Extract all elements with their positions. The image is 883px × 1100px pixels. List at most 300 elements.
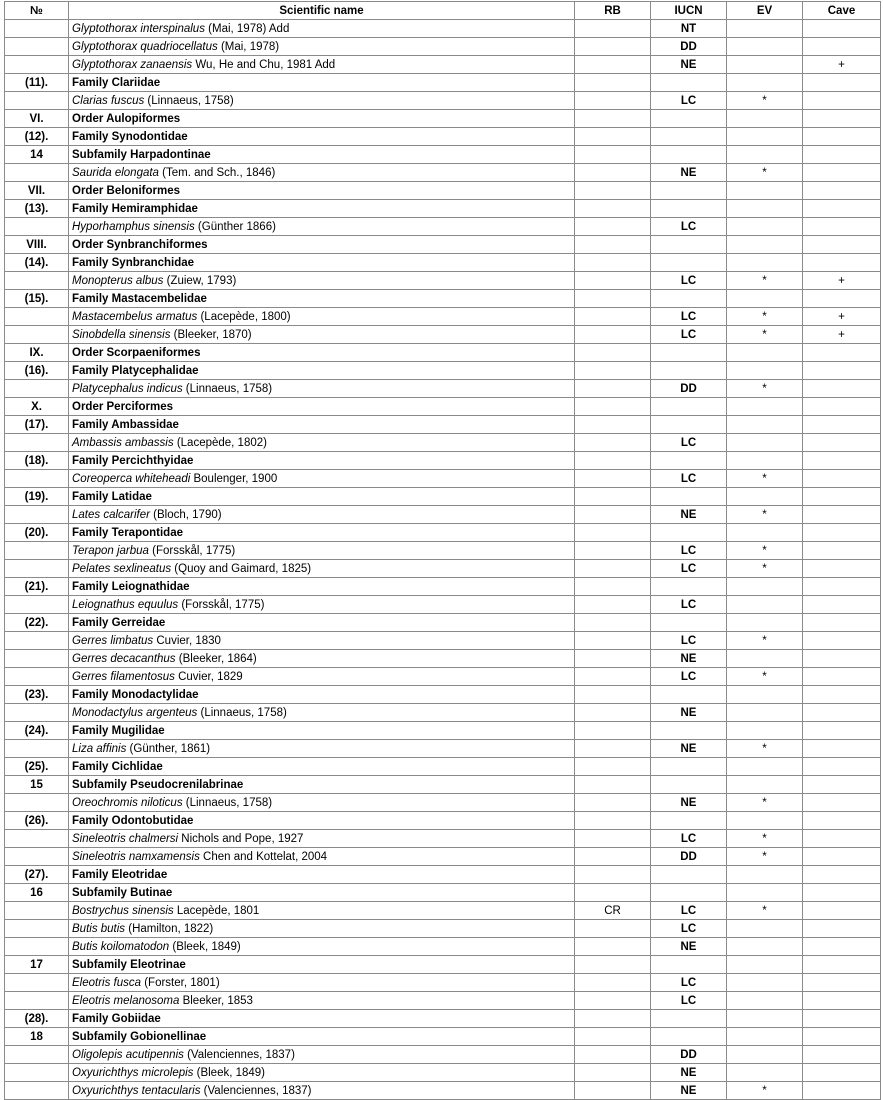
row-number [5, 668, 69, 686]
ev-cell [727, 452, 803, 470]
rb-cell [575, 20, 651, 38]
iucn-cell [651, 200, 727, 218]
cave-cell [803, 920, 881, 938]
species-row [5, 164, 881, 182]
rb-cell [575, 632, 651, 650]
taxon-row [5, 200, 881, 218]
scientific-name [69, 344, 575, 362]
species-author: (Forsskål, 1775) [178, 598, 265, 611]
rb-cell [575, 362, 651, 380]
ev-cell [727, 758, 803, 776]
species-row [5, 596, 881, 614]
scientific-name [69, 254, 575, 272]
row-number [5, 992, 69, 1010]
cave-cell [803, 650, 881, 668]
species-row [5, 848, 881, 866]
cave-cell: + [803, 272, 881, 290]
row-number: (22). [5, 614, 69, 632]
cave-cell [803, 1028, 881, 1046]
taxon-name: Family Gobiidae [72, 1012, 161, 1025]
scientific-name [69, 1010, 575, 1028]
species-author: (Mai, 1978) [217, 40, 280, 53]
species-row [5, 560, 881, 578]
cave-cell [803, 560, 881, 578]
ev-cell [727, 1028, 803, 1046]
rb-cell [575, 686, 651, 704]
iucn-cell: DD [651, 38, 727, 56]
iucn-cell [651, 110, 727, 128]
cave-cell [803, 974, 881, 992]
scientific-name [69, 362, 575, 380]
rb-cell [575, 542, 651, 560]
ev-cell [727, 722, 803, 740]
ev-cell [727, 1046, 803, 1064]
species-author: (Tem. and Sch., 1846) [158, 166, 276, 179]
ev-cell [727, 920, 803, 938]
scientific-name [69, 794, 575, 812]
scientific-name [69, 452, 575, 470]
species-row [5, 308, 881, 326]
iucn-cell: LC [651, 992, 727, 1010]
species-row [5, 704, 881, 722]
iucn-cell: LC [651, 974, 727, 992]
scientific-name [69, 434, 575, 452]
taxon-row [5, 956, 881, 974]
iucn-cell: LC [651, 434, 727, 452]
taxon-row [5, 758, 881, 776]
iucn-cell [651, 236, 727, 254]
table-body [5, 20, 881, 1100]
species-row [5, 20, 881, 38]
species-author: (Lacepède, 1800) [197, 310, 291, 323]
scientific-name [69, 326, 575, 344]
species-author: (Hamilton, 1822) [125, 922, 214, 935]
taxon-row [5, 812, 881, 830]
ev-cell [727, 614, 803, 632]
row-number [5, 596, 69, 614]
iucn-cell [651, 128, 727, 146]
ev-cell [727, 866, 803, 884]
iucn-cell [651, 884, 727, 902]
rb-cell: CR [575, 902, 651, 920]
scientific-name [69, 578, 575, 596]
row-number: IX. [5, 344, 69, 362]
taxon-row [5, 416, 881, 434]
row-number: (19). [5, 488, 69, 506]
ev-cell [727, 956, 803, 974]
cave-cell [803, 290, 881, 308]
rb-cell [575, 1028, 651, 1046]
iucn-cell [651, 614, 727, 632]
rb-cell [575, 920, 651, 938]
taxon-name: Family Cichlidae [72, 760, 163, 773]
species-binomial: Sinobdella sinensis [72, 328, 171, 341]
rb-cell [575, 794, 651, 812]
taxon-row [5, 686, 881, 704]
species-binomial: Leiognathus equulus [72, 598, 179, 611]
species-row [5, 470, 881, 488]
taxon-row [5, 146, 881, 164]
species-row [5, 632, 881, 650]
iucn-cell: DD [651, 1046, 727, 1064]
scientific-name [69, 506, 575, 524]
species-row [5, 92, 881, 110]
header-row [5, 2, 881, 20]
cave-cell [803, 830, 881, 848]
rb-cell [575, 200, 651, 218]
cave-cell [803, 398, 881, 416]
scientific-name [69, 1064, 575, 1082]
header-iucn: IUCN [651, 2, 727, 20]
row-number [5, 434, 69, 452]
header-cave: Cave [803, 2, 881, 20]
scientific-name [69, 38, 575, 56]
cave-cell [803, 578, 881, 596]
scientific-name [69, 974, 575, 992]
rb-cell [575, 272, 651, 290]
scientific-name [69, 398, 575, 416]
iucn-cell [651, 488, 727, 506]
species-author: Wu, He and Chu, 1981 Add [192, 58, 336, 71]
row-number [5, 1046, 69, 1064]
rb-cell [575, 164, 651, 182]
scientific-name [69, 416, 575, 434]
ev-cell: * [727, 830, 803, 848]
row-number [5, 308, 69, 326]
iucn-cell [651, 254, 727, 272]
taxon-name: Subfamily Eleotrinae [72, 958, 186, 971]
scientific-name [69, 614, 575, 632]
rb-cell [575, 938, 651, 956]
row-number [5, 470, 69, 488]
species-author: (Linnaeus, 1758) [197, 706, 287, 719]
scientific-name [69, 722, 575, 740]
row-number: (28). [5, 1010, 69, 1028]
rb-cell [575, 1064, 651, 1082]
species-author: (Forster, 1801) [141, 976, 220, 989]
species-author: (Bleeker, 1864) [175, 652, 257, 665]
rb-cell [575, 434, 651, 452]
row-number: (16). [5, 362, 69, 380]
species-binomial: Gerres decacanthus [72, 652, 176, 665]
species-author: (Linnaeus, 1758) [182, 382, 273, 395]
iucn-cell [651, 956, 727, 974]
row-number [5, 974, 69, 992]
cave-cell [803, 524, 881, 542]
rb-cell [575, 650, 651, 668]
species-author: Bleeker, 1853 [179, 994, 253, 1007]
iucn-cell: DD [651, 848, 727, 866]
iucn-cell: NE [651, 704, 727, 722]
taxon-row [5, 578, 881, 596]
taxon-name: Family Synodontidae [72, 130, 188, 143]
species-author: (Quoy and Gaimard, 1825) [171, 562, 312, 575]
taxon-name: Family Ambassidae [72, 418, 179, 431]
row-number: (11). [5, 74, 69, 92]
cave-cell [803, 92, 881, 110]
cave-cell [803, 812, 881, 830]
rb-cell [575, 470, 651, 488]
rb-cell [575, 1046, 651, 1064]
iucn-cell [651, 344, 727, 362]
taxon-row [5, 398, 881, 416]
ev-cell: * [727, 848, 803, 866]
cave-cell: + [803, 56, 881, 74]
ev-cell [727, 56, 803, 74]
cave-cell [803, 434, 881, 452]
row-number: VI. [5, 110, 69, 128]
ev-cell [727, 38, 803, 56]
cave-cell [803, 902, 881, 920]
ev-cell [727, 704, 803, 722]
iucn-cell [651, 416, 727, 434]
species-row [5, 218, 881, 236]
species-row [5, 974, 881, 992]
taxon-name: Order Scorpaeniformes [72, 346, 201, 359]
rb-cell [575, 560, 651, 578]
scientific-name [69, 686, 575, 704]
cave-cell [803, 218, 881, 236]
scientific-name [69, 938, 575, 956]
species-binomial: Bostrychus sinensis [72, 904, 174, 917]
cave-cell [803, 1010, 881, 1028]
scientific-name [69, 272, 575, 290]
ev-cell [727, 344, 803, 362]
taxon-name: Family Synbranchidae [72, 256, 195, 269]
iucn-cell: LC [651, 632, 727, 650]
iucn-cell: LC [651, 560, 727, 578]
scientific-name [69, 704, 575, 722]
rb-cell [575, 884, 651, 902]
cave-cell: + [803, 326, 881, 344]
species-author: Cuvier, 1829 [174, 670, 243, 683]
cave-cell [803, 884, 881, 902]
scientific-name [69, 56, 575, 74]
cave-cell: + [803, 308, 881, 326]
ev-cell: * [727, 632, 803, 650]
ev-cell [727, 128, 803, 146]
rb-cell [575, 74, 651, 92]
taxon-name: Subfamily Butinae [72, 886, 173, 899]
row-number: (20). [5, 524, 69, 542]
iucn-cell [651, 146, 727, 164]
taxon-name: Family Eleotridae [72, 868, 168, 881]
scientific-name [69, 218, 575, 236]
scientific-name [69, 992, 575, 1010]
iucn-cell [651, 578, 727, 596]
scientific-name [69, 236, 575, 254]
species-author: Chen and Kottelat, 2004 [199, 850, 328, 863]
species-binomial: Sineleotris namxamensis [72, 850, 200, 863]
rb-cell [575, 326, 651, 344]
rb-cell [575, 344, 651, 362]
species-row [5, 434, 881, 452]
header-scientific-name: Scientific name [69, 2, 575, 20]
cave-cell [803, 1082, 881, 1100]
row-number: (18). [5, 452, 69, 470]
ev-cell: * [727, 560, 803, 578]
species-binomial: Monopterus albus [72, 274, 164, 287]
species-row [5, 992, 881, 1010]
row-number [5, 380, 69, 398]
row-number: (25). [5, 758, 69, 776]
row-number: (14). [5, 254, 69, 272]
species-row [5, 1082, 881, 1100]
rb-cell [575, 1010, 651, 1028]
ev-cell [727, 74, 803, 92]
taxon-row [5, 1028, 881, 1046]
iucn-cell: NE [651, 1064, 727, 1082]
species-binomial: Eleotris fusca [72, 976, 142, 989]
species-author: (Bleek, 1849) [169, 940, 241, 953]
species-binomial: Lates calcarifer [72, 508, 150, 521]
species-row [5, 1046, 881, 1064]
ev-cell: * [727, 92, 803, 110]
row-number: 14 [5, 146, 69, 164]
rb-cell [575, 758, 651, 776]
ev-cell [727, 182, 803, 200]
scientific-name [69, 740, 575, 758]
scientific-name [69, 488, 575, 506]
row-number [5, 218, 69, 236]
rb-cell [575, 722, 651, 740]
iucn-cell: NE [651, 164, 727, 182]
header-number: № [5, 2, 69, 20]
row-number: 17 [5, 956, 69, 974]
ev-cell [727, 110, 803, 128]
rb-cell [575, 452, 651, 470]
row-number [5, 938, 69, 956]
species-row [5, 506, 881, 524]
row-number: (26). [5, 812, 69, 830]
iucn-cell: LC [651, 920, 727, 938]
rb-cell [575, 416, 651, 434]
scientific-name [69, 668, 575, 686]
species-binomial: Saurida elongata [72, 166, 159, 179]
species-author: (Günther, 1861) [126, 742, 211, 755]
ev-cell: * [727, 470, 803, 488]
species-binomial: Gerres limbatus [72, 634, 154, 647]
iucn-cell [651, 722, 727, 740]
cave-cell [803, 740, 881, 758]
species-row [5, 380, 881, 398]
cave-cell [803, 128, 881, 146]
scientific-name [69, 1046, 575, 1064]
species-binomial: Ambassis ambassis [72, 436, 174, 449]
taxon-row [5, 236, 881, 254]
species-row [5, 794, 881, 812]
taxon-row [5, 362, 881, 380]
rb-cell [575, 128, 651, 146]
rb-cell [575, 974, 651, 992]
scientific-name [69, 542, 575, 560]
row-number [5, 632, 69, 650]
row-number: VII. [5, 182, 69, 200]
scientific-name [69, 776, 575, 794]
rb-cell [575, 236, 651, 254]
cave-cell [803, 632, 881, 650]
ev-cell [727, 938, 803, 956]
taxon-name: Order Beloniformes [72, 184, 180, 197]
species-binomial: Oxyurichthys microlepis [72, 1066, 194, 1079]
cave-cell [803, 344, 881, 362]
rb-cell [575, 110, 651, 128]
row-number [5, 794, 69, 812]
iucn-cell [651, 290, 727, 308]
ev-cell [727, 218, 803, 236]
species-row [5, 740, 881, 758]
scientific-name [69, 380, 575, 398]
row-number: (23). [5, 686, 69, 704]
taxon-name: Family Leiognathidae [72, 580, 190, 593]
rb-cell [575, 830, 651, 848]
rb-cell [575, 92, 651, 110]
taxon-row [5, 344, 881, 362]
scientific-name [69, 812, 575, 830]
taxon-name: Family Latidae [72, 490, 152, 503]
row-number [5, 326, 69, 344]
row-number: (21). [5, 578, 69, 596]
iucn-cell: NE [651, 740, 727, 758]
scientific-name [69, 884, 575, 902]
cave-cell [803, 488, 881, 506]
ev-cell [727, 398, 803, 416]
taxon-row [5, 182, 881, 200]
scientific-name [69, 1028, 575, 1046]
header-ev: EV [727, 2, 803, 20]
ev-cell [727, 992, 803, 1010]
rb-cell [575, 182, 651, 200]
iucn-cell: LC [651, 308, 727, 326]
species-binomial: Butis butis [72, 922, 126, 935]
taxon-name: Subfamily Pseudocrenilabrinae [72, 778, 244, 791]
ev-cell [727, 362, 803, 380]
rb-cell [575, 290, 651, 308]
scientific-name [69, 200, 575, 218]
species-binomial: Pelates sexlineatus [72, 562, 172, 575]
row-number [5, 506, 69, 524]
cave-cell [803, 542, 881, 560]
species-binomial: Oreochromis niloticus [72, 796, 183, 809]
cave-cell [803, 362, 881, 380]
iucn-cell: LC [651, 92, 727, 110]
rb-cell [575, 488, 651, 506]
species-author: Boulenger, 1900 [190, 472, 278, 485]
row-number: X. [5, 398, 69, 416]
row-number [5, 542, 69, 560]
iucn-cell: LC [651, 596, 727, 614]
iucn-cell: NE [651, 794, 727, 812]
iucn-cell: LC [651, 902, 727, 920]
taxon-row [5, 128, 881, 146]
scientific-name [69, 560, 575, 578]
cave-cell [803, 110, 881, 128]
cave-cell [803, 794, 881, 812]
species-row [5, 272, 881, 290]
scientific-name [69, 128, 575, 146]
row-number [5, 92, 69, 110]
scientific-name [69, 596, 575, 614]
ev-cell [727, 812, 803, 830]
rb-cell [575, 524, 651, 542]
taxon-name: Family Terapontidae [72, 526, 183, 539]
ev-cell: * [727, 902, 803, 920]
row-number: (27). [5, 866, 69, 884]
row-number [5, 650, 69, 668]
row-number [5, 1064, 69, 1082]
taxon-name: Family Gerreidae [72, 616, 166, 629]
cave-cell [803, 956, 881, 974]
